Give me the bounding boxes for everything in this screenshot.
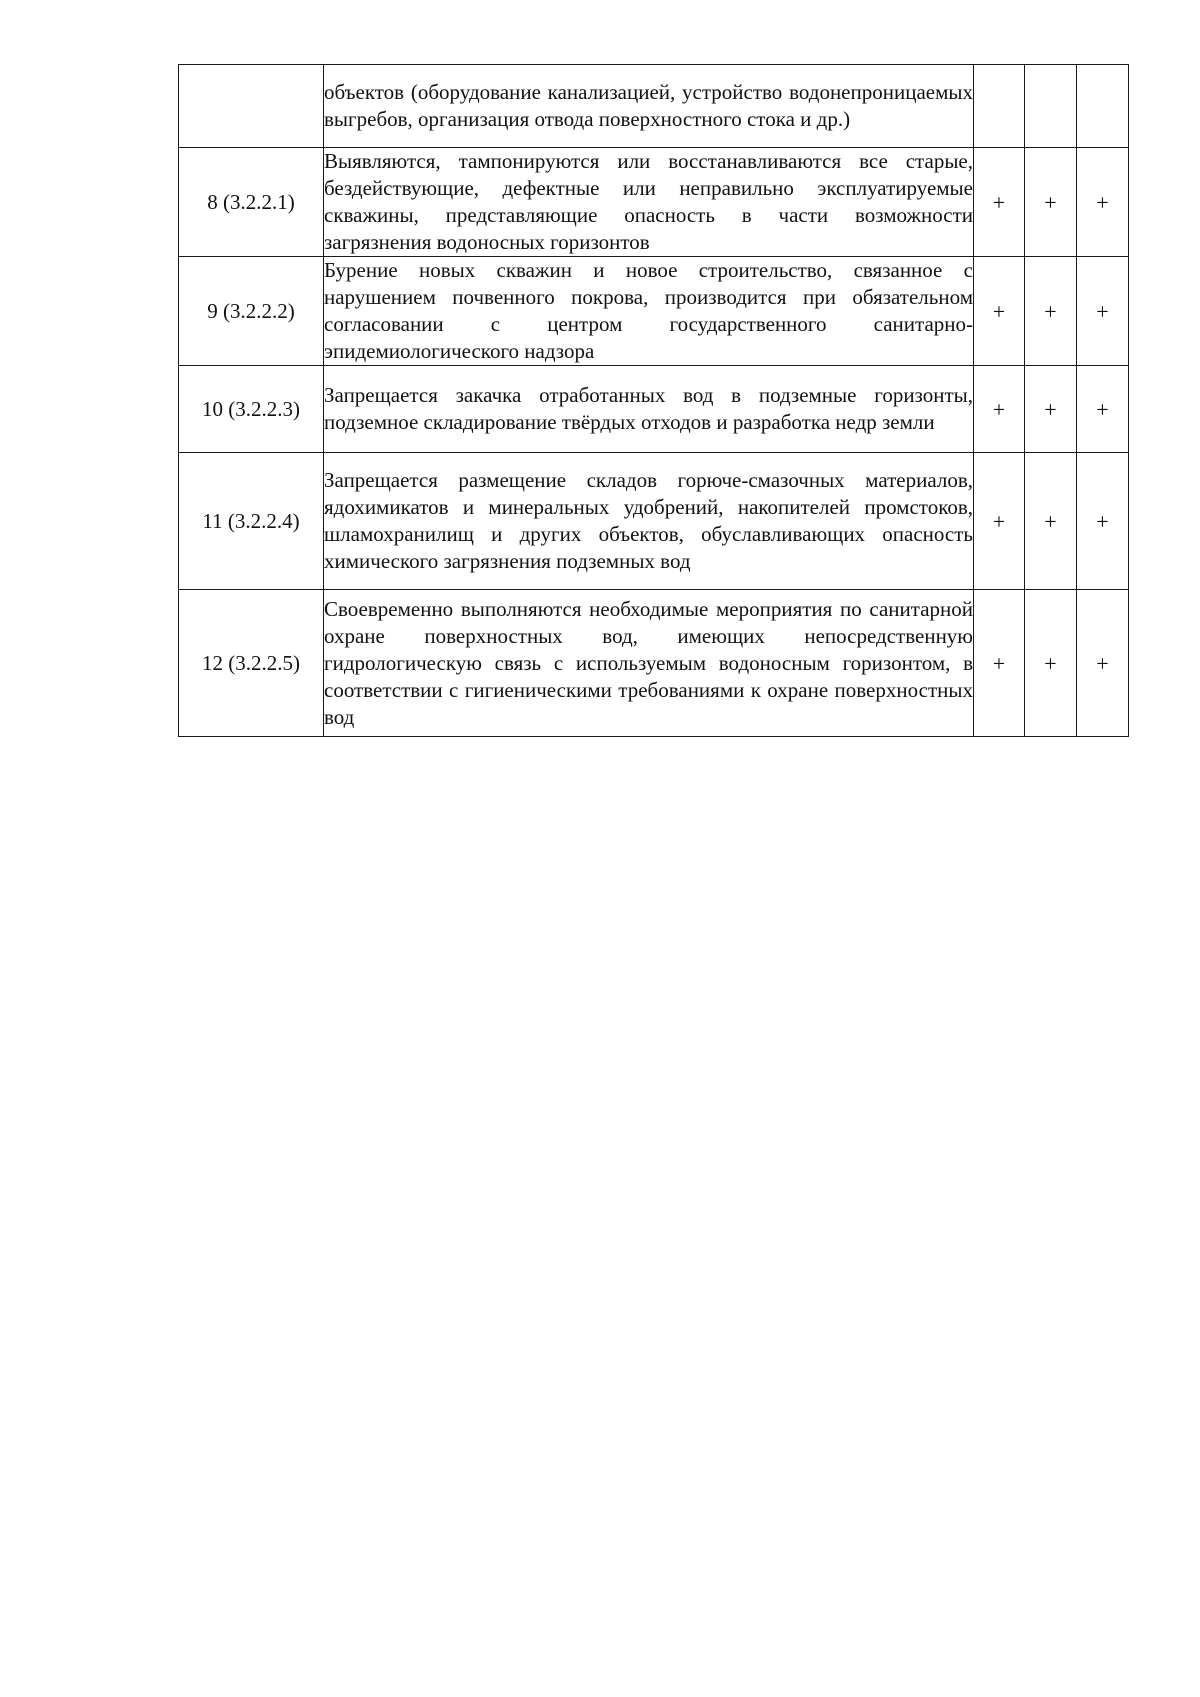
table-row [179,148,1129,257]
row-number [179,65,324,148]
row-number: 9 (3.2.2.2) [179,257,324,366]
requirement-text: Выявляются, тампонируются или восстанавливаются все старые, бездействующие, дефектные или неправильно эксплуатируемые скважины, представляющие опасность в части возможности загрязнения водоносных горизонтов [324,148,974,257]
mark-cell-1: + [974,453,1025,590]
mark-cell-2: + [1025,257,1077,366]
requirement-text: Запрещается размещение складов горюче-смазочных материалов, ядохимикатов и минеральных удобрений, накопителей промстоков, шламохранилищ и других объектов, обуславливающих опасность химического загрязнения подземных вод [324,453,974,590]
mark-cell-2: + [1025,366,1077,453]
mark-cell-1: + [974,148,1025,257]
mark-cell-3: + [1077,257,1129,366]
mark-cell-3: + [1077,366,1129,453]
table-row [179,366,1129,453]
mark-cell-1: + [974,366,1025,453]
mark-cell-2: + [1025,590,1077,737]
mark-cell-2: + [1025,453,1077,590]
checklist-table [178,64,1129,737]
requirement-text: Запрещается закачка отработанных вод в подземные горизонты, подземное складирование твёрдых отходов и разработка недр земли [324,366,974,453]
requirement-text: Бурение новых скважин и новое строительство, связанное с нарушением почвенного покрова, производится при обязательном согласовании с центром государственного санитарно-эпидемиологического надзора [324,257,974,366]
table-row [179,590,1129,737]
mark-cell-2: + [1025,148,1077,257]
table-row [179,65,1129,148]
mark-cell-3: + [1077,590,1129,737]
row-number: 12 (3.2.2.5) [179,590,324,737]
mark-cell-3 [1077,65,1129,148]
mark-cell-3: + [1077,453,1129,590]
mark-cell-1: + [974,257,1025,366]
row-number: 11 (3.2.2.4) [179,453,324,590]
mark-cell-2 [1025,65,1077,148]
row-number: 8 (3.2.2.1) [179,148,324,257]
table-row [179,453,1129,590]
row-number: 10 (3.2.2.3) [179,366,324,453]
mark-cell-1 [974,65,1025,148]
table-row [179,257,1129,366]
mark-cell-3: + [1077,148,1129,257]
requirement-text: объектов (оборудование канализацией, устройство водонепроницаемых выгребов, организация отвода поверхностного стока и др.) [324,65,974,148]
requirement-text: Своевременно выполняются необходимые мероприятия по санитарной охране поверхностных вод, имеющих непосредственную гидрологическую связь с используемым водоносным горизонтом, в соответствии с гигиеническими требованиями к охране поверхностных вод [324,590,974,737]
mark-cell-1: + [974,590,1025,737]
